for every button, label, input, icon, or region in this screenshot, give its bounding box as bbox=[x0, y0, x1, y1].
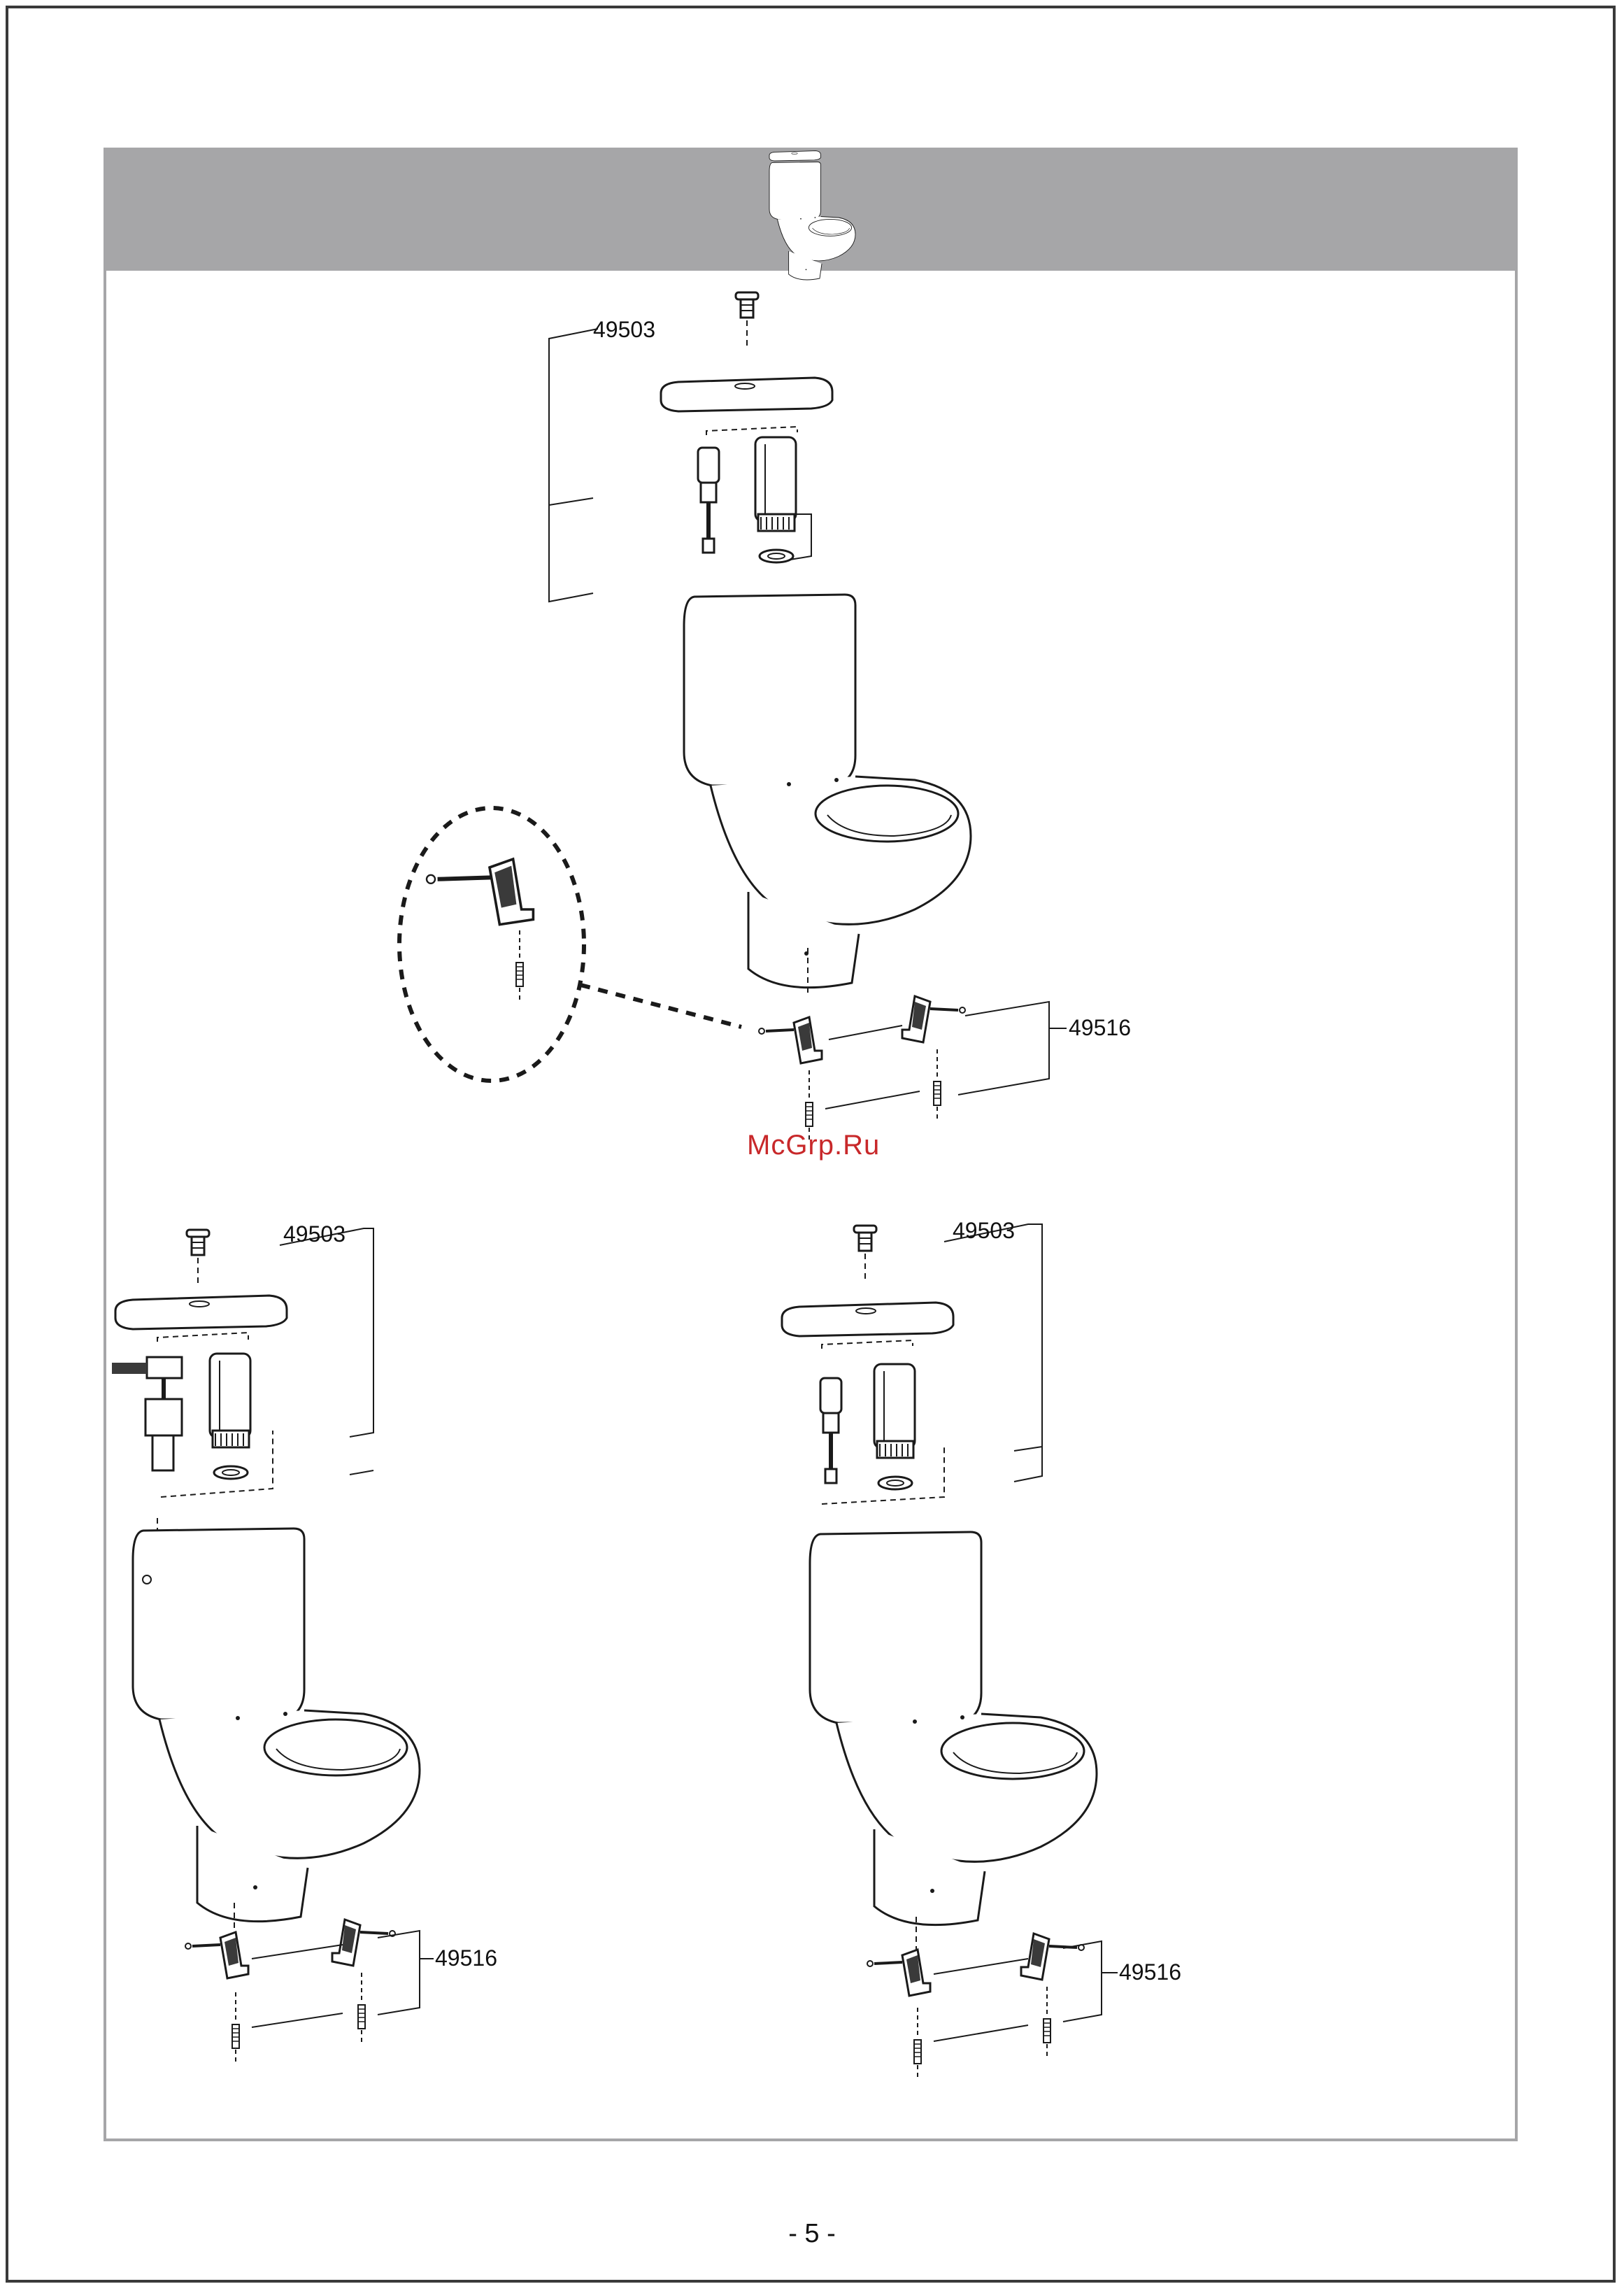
bottom-left-cistern-kit-label: 49503 bbox=[283, 1221, 346, 1247]
bottom-right-cistern-kit-label: 49503 bbox=[953, 1218, 1015, 1243]
top-assembly bbox=[399, 292, 1131, 1161]
bottom-left-assembly bbox=[112, 1221, 497, 2062]
bottom-right-assembly bbox=[782, 1218, 1181, 2078]
watermark: McGrp.Ru bbox=[747, 1130, 881, 1161]
detail-callout-circle bbox=[399, 808, 584, 1081]
page-number: - 5 - bbox=[788, 2219, 836, 2248]
top-fixing-kit-label: 49516 bbox=[1069, 1015, 1131, 1040]
toilet-thumbnail-icon bbox=[769, 151, 855, 280]
bottom-left-fixing-kit-label: 49516 bbox=[435, 1945, 497, 1971]
bottom-right-fixing-kit-label: 49516 bbox=[1119, 1959, 1181, 1985]
top-cistern-kit-label: 49503 bbox=[593, 317, 655, 342]
